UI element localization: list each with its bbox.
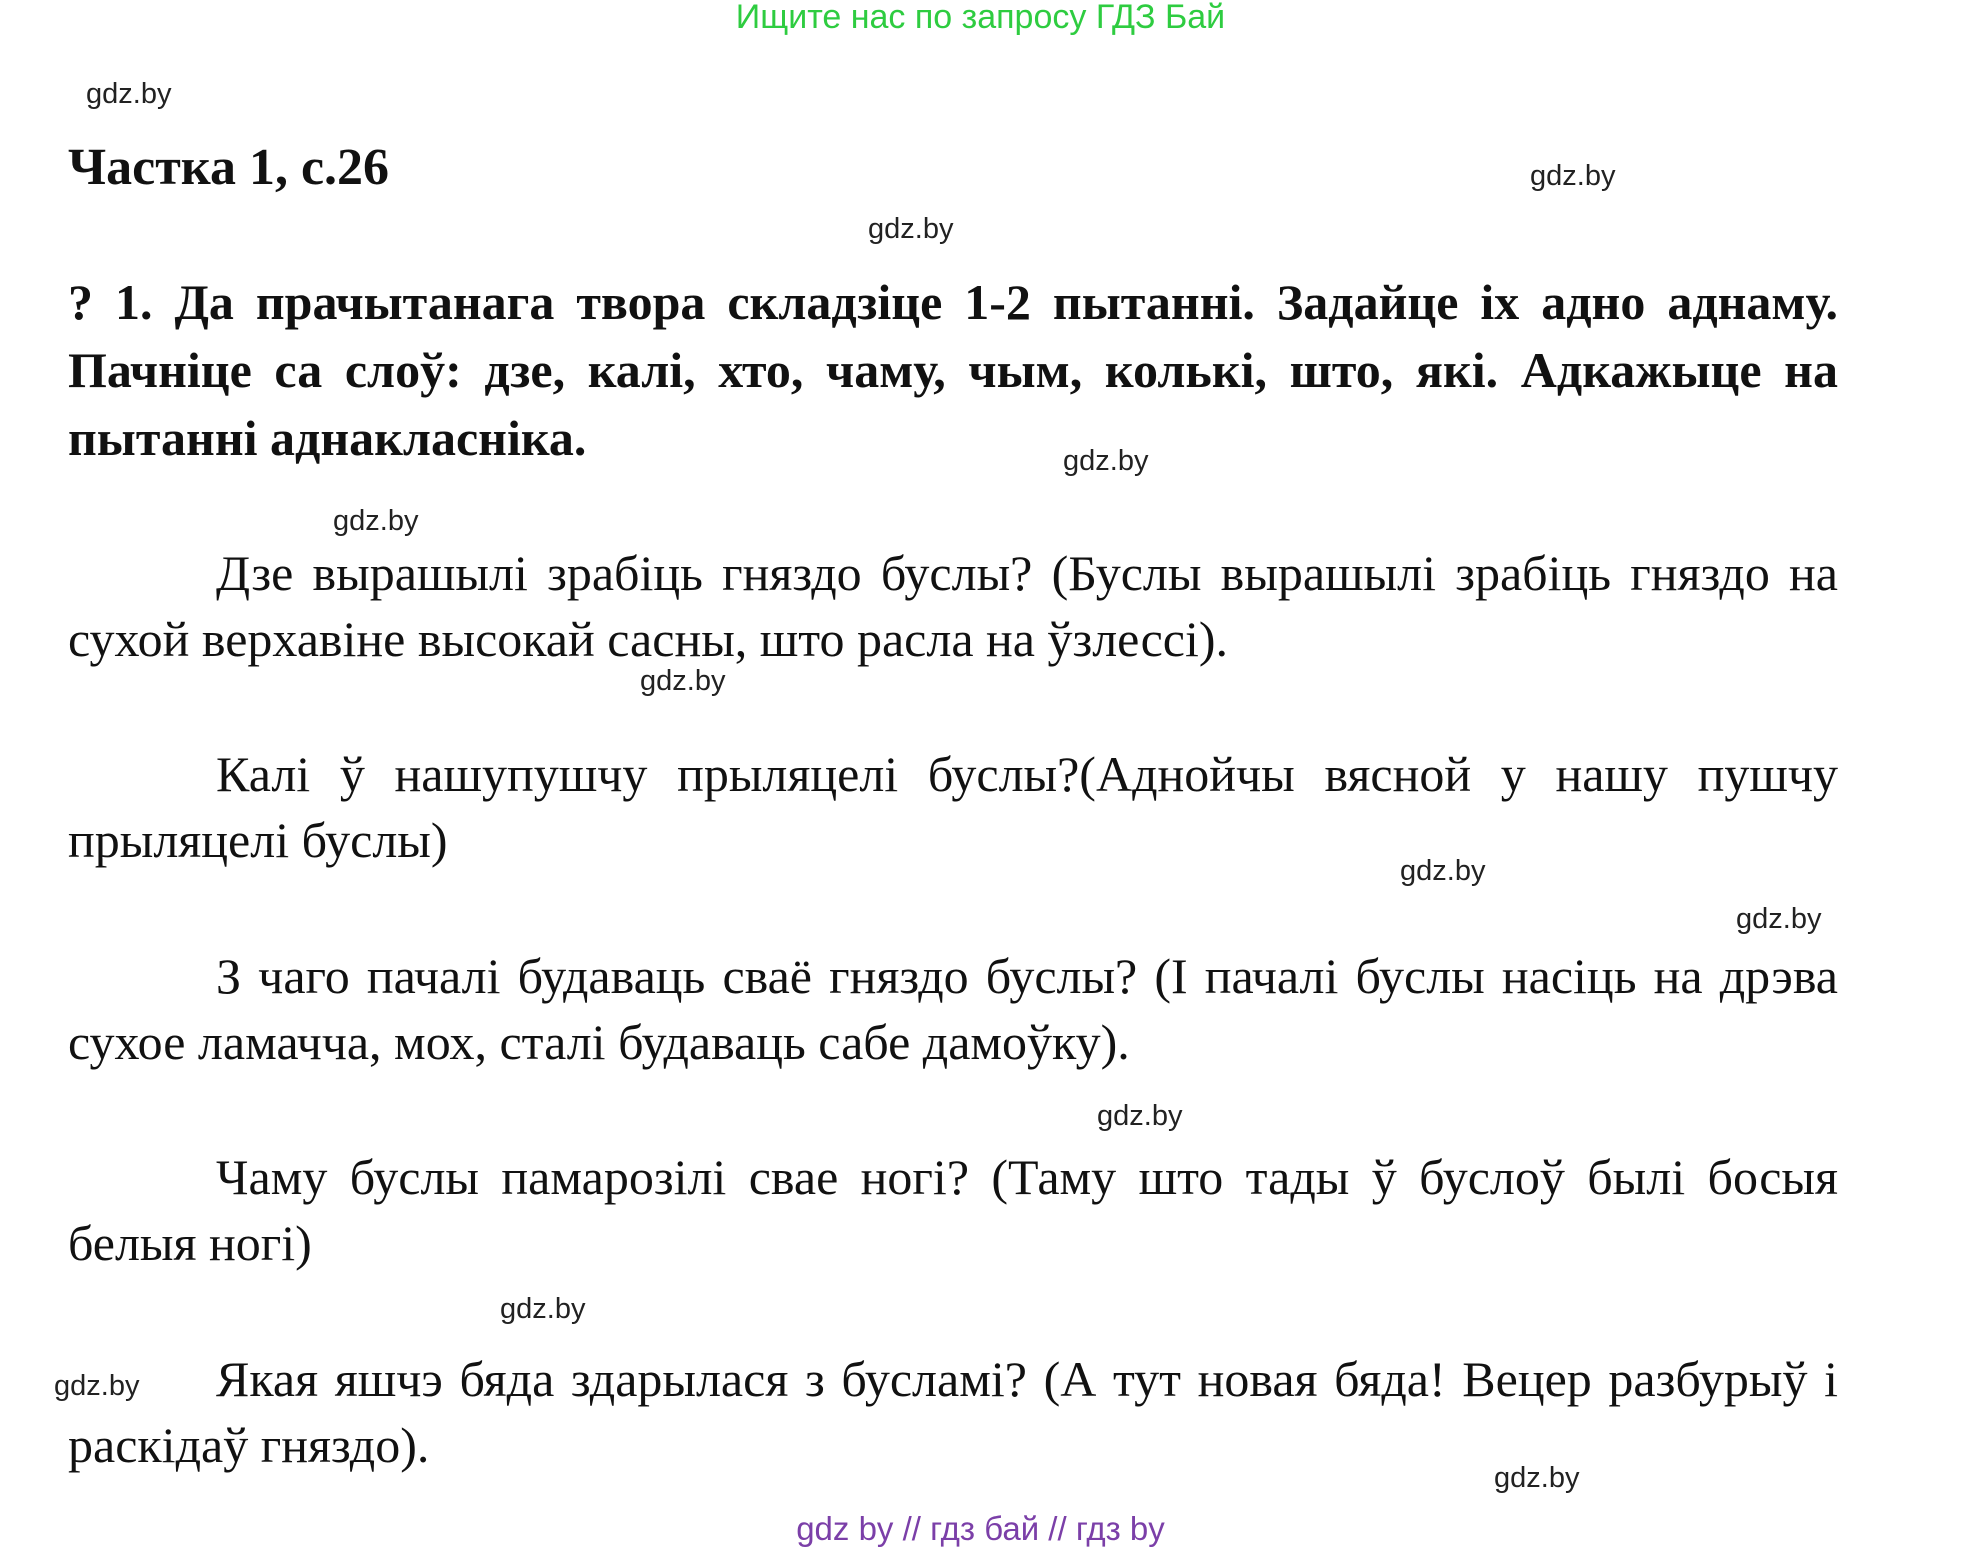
answer-paragraph: Чаму буслы памарозілі свае ногі? (Таму што тады ў буслоў былі босыя белыя ногі) (68, 1149, 1838, 1271)
watermark: gdz.by (1530, 160, 1616, 192)
watermark: gdz.by (54, 1370, 140, 1402)
watermark: gdz.by (333, 505, 419, 537)
answer-paragraph: Дзе вырашылі зрабіць гняздо буслы? (Буслы вырашылі зрабіць гняздо на сухой верхавіне высокай сасны, што расла на ўзлессі). (68, 545, 1838, 667)
answer-paragraph: Якая яшчэ бяда здарылася з бусламі? (А тут новая бяда! Вецер разбурыў і раскідаў гняздо). (68, 1351, 1838, 1473)
footer-links[interactable]: gdz by // гдз бай // гдз by (796, 1510, 1165, 1547)
watermark: gdz.by (868, 213, 954, 245)
watermark: gdz.by (1097, 1100, 1183, 1132)
watermark: gdz.by (640, 665, 726, 697)
top-banner: Ищите нас по запросу ГДЗ Бай (735, 0, 1226, 36)
watermark: gdz.by (1400, 855, 1486, 887)
answer-paragraph: Калі ў нашупушчу прыляцелі буслы?(Аднойчы вясной у нашу пушчу прыляцелі буслы) (68, 746, 1838, 868)
watermark: gdz.by (86, 78, 172, 110)
watermark: gdz.by (500, 1293, 586, 1325)
watermark: gdz.by (1736, 903, 1822, 935)
watermark: gdz.by (1494, 1462, 1580, 1494)
watermark: gdz.by (1063, 445, 1149, 477)
task-text: ? 1. Да прачытанага твора складзіце 1-2 пытанні. Задайце іх адно аднаму. Пачніце са слоў: дзе, калі, хто, чаму, чым, колькі, што, які. Адкажыце на пытанні аднакласніка. (68, 274, 1838, 466)
page-heading: Частка 1, с.26 (68, 139, 390, 196)
answer-paragraph: З чаго пачалі будаваць сваё гняздо буслы? (І пачалі буслы насіць на дрэва сухое ламачча, мох, сталі будаваць сабе дамоўку). (68, 948, 1838, 1070)
